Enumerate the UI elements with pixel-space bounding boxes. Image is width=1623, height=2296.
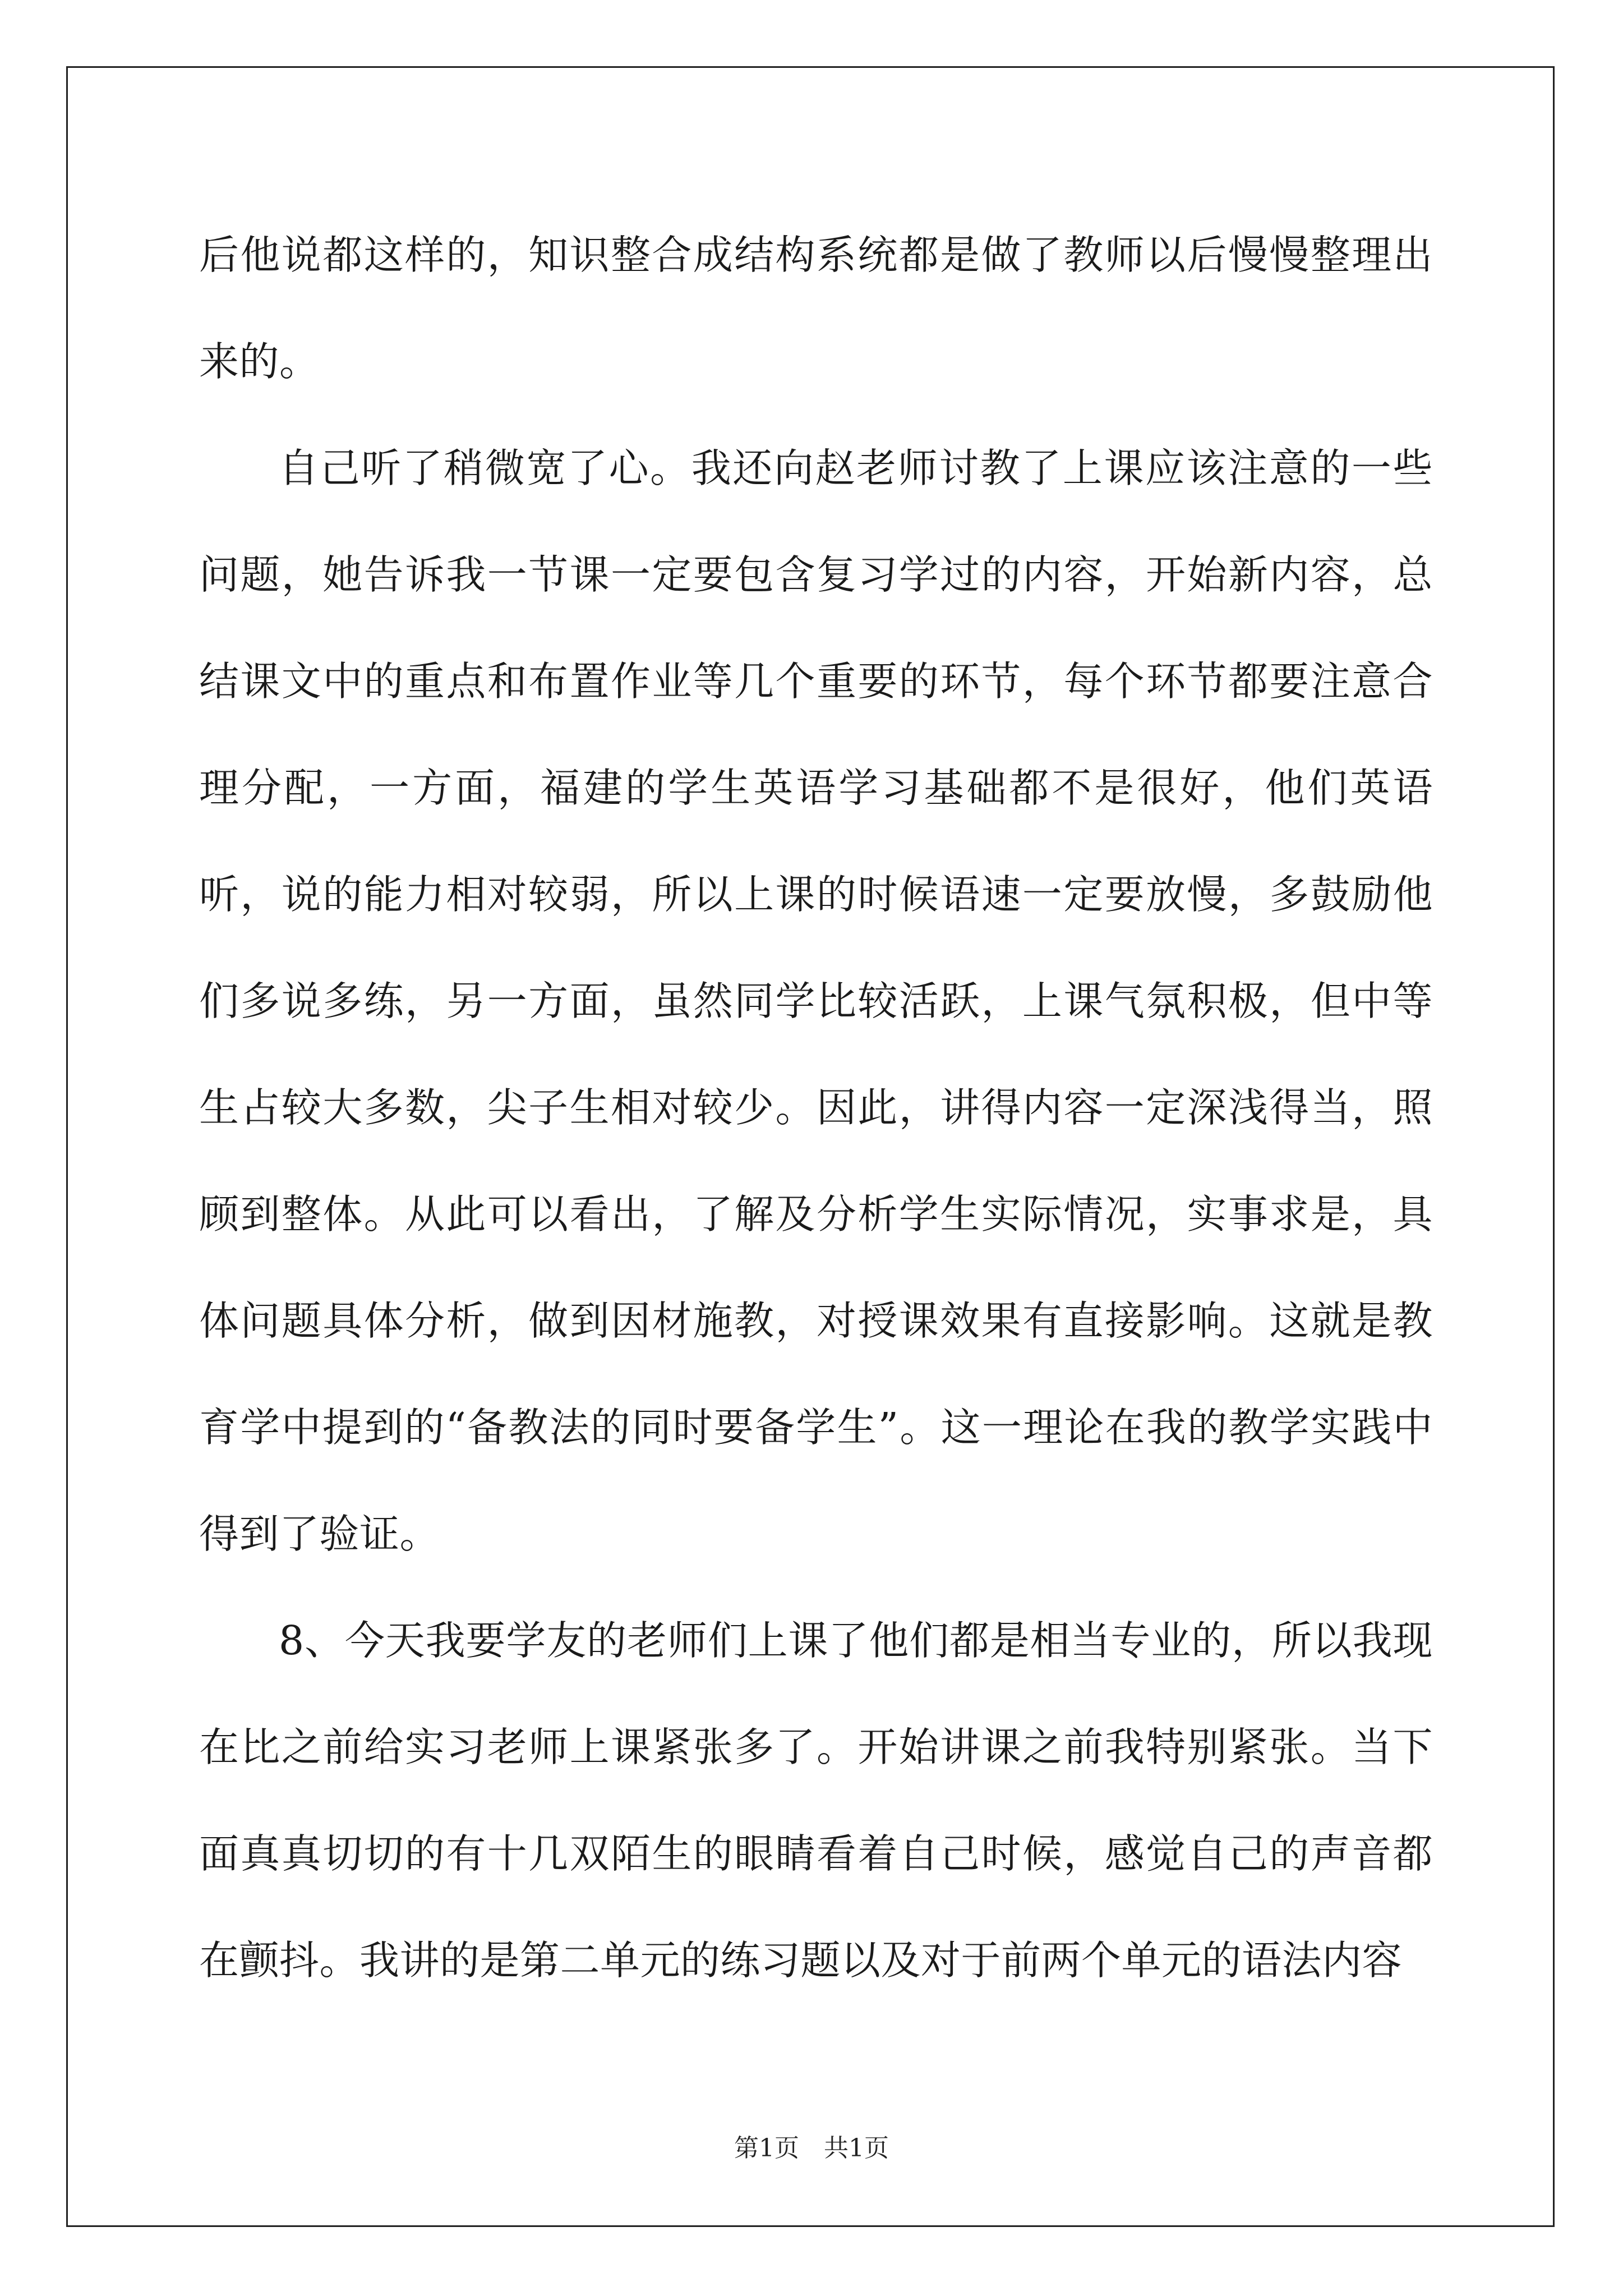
document-body	[199, 202, 1433, 2014]
paragraph-1: 后他说都这样的，知识整合成结构系统都是做了教师以后慢慢整理出来的。	[199, 232, 1433, 385]
paragraph-2: 自己听了稍微宽了心。我还向赵老师讨教了上课应该注意的一些问题，她告诉我一节课一定要包含复习学过的内容，开始新内容，总结课文中的重点和布置作业等几个重要的环节，每个环节都要注意合理分配，一方面，福建的学生英语学习基础都不是很好，他们英语听，说的能力相对较弱，所以上课的时候语速一定要放慢，多鼓励他们多说多练，另一方面，虽然同学比较活跃，上课气氛积极，但中等生占较大多数，尖子生相对较少。因此，讲得内容一定深浅得当，照顾到整体。从此可以看出，了解及分析学生实际情况，实事求是，具体问题具体分析，做到因材施教，对授课效果有直接影响。这就是教育学中提到的“备教法的同时要备学生”。这一理论在我的教学实践中得到了验证。	[199, 445, 1433, 1557]
paragraph-3: 8、今天我要学友的老师们上课了他们都是相当专业的，所以我现在比之前给实习老师上课紧张多了。开始讲课之前我特别紧张。当下面真真切切的有十几双陌生的眼睛看着自己时候，感觉自己的声音都在颤抖。我讲的是第二单元的练习题以及对于前两个单元的语法内容	[199, 1617, 1433, 1984]
page-footer: 第1页 共1页	[734, 2134, 889, 2162]
